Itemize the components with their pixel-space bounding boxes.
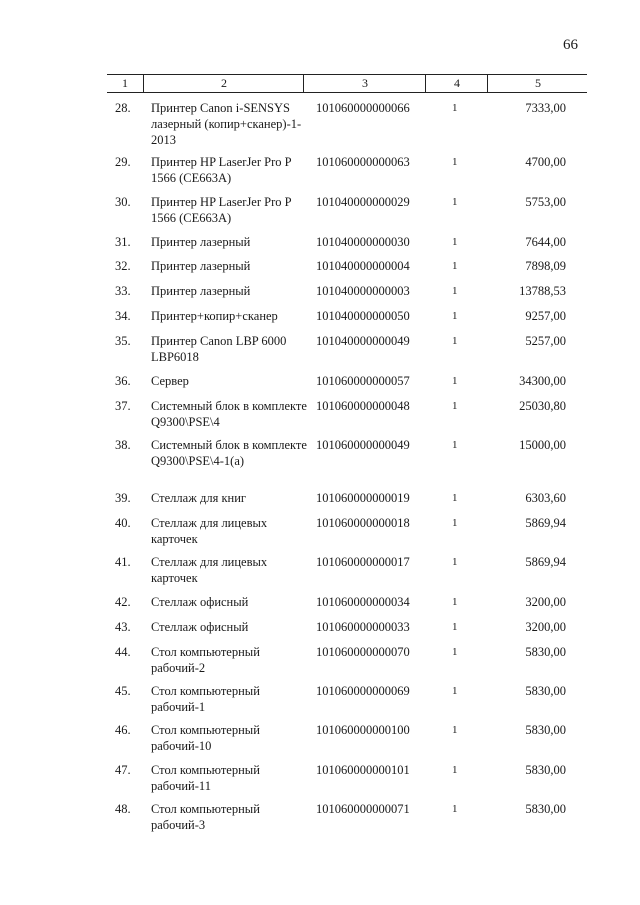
row-number: 37. <box>115 399 131 413</box>
quantity: 1 <box>452 156 458 168</box>
row-number: 32. <box>115 259 131 273</box>
amount: 3200,00 <box>525 620 566 634</box>
item-name: Стол компьютерный рабочий-10 <box>151 723 260 753</box>
item-name: Стол компьютерный рабочий-3 <box>151 802 260 832</box>
item-name: Принтер HP LaserJer Pro P 1566 (CE663A) <box>151 155 292 185</box>
inventory-code: 101060000000019 <box>316 491 410 505</box>
header-col-1: 1 <box>122 76 128 90</box>
amount: 5830,00 <box>525 645 566 659</box>
amount: 5830,00 <box>525 763 566 777</box>
inventory-code: 101060000000049 <box>316 438 410 452</box>
amount: 9257,00 <box>525 309 566 323</box>
amount: 7644,00 <box>525 235 566 249</box>
quantity: 1 <box>452 685 458 697</box>
amount: 5830,00 <box>525 802 566 816</box>
row-number: 29. <box>115 155 131 169</box>
row-number: 28. <box>115 101 131 115</box>
amount: 15000,00 <box>519 438 566 452</box>
quantity: 1 <box>452 621 458 633</box>
header-col-5: 5 <box>487 75 588 92</box>
item-name: Принтер Canon i-SENSYS лазерный (копир+сканер)-1-2013 <box>151 101 302 147</box>
row-number: 33. <box>115 284 131 298</box>
inventory-code: 101040000000003 <box>316 284 410 298</box>
row-number: 30. <box>115 195 131 209</box>
inventory-code: 101060000000017 <box>316 555 410 569</box>
inventory-code: 101040000000050 <box>316 309 410 323</box>
item-name: Стеллаж офисный <box>151 595 249 609</box>
inventory-code: 101040000000030 <box>316 235 410 249</box>
amount: 3200,00 <box>525 595 566 609</box>
row-number: 31. <box>115 235 131 249</box>
row-number: 35. <box>115 334 131 348</box>
quantity: 1 <box>452 556 458 568</box>
amount: 7898,09 <box>525 259 566 273</box>
item-name: Принтер+копир+сканер <box>151 309 278 323</box>
inventory-code: 101060000000063 <box>316 155 410 169</box>
item-name: Стеллаж для лицевых карточек <box>151 516 268 546</box>
quantity: 1 <box>452 375 458 387</box>
quantity: 1 <box>452 400 458 412</box>
row-number: 38. <box>115 438 131 452</box>
inventory-code: 101060000000100 <box>316 723 410 737</box>
row-number: 44. <box>115 645 131 659</box>
amount: 6303,60 <box>525 491 566 505</box>
amount: 25030,80 <box>519 399 566 413</box>
page-number: 66 <box>563 37 578 53</box>
inventory-code: 101060000000018 <box>316 516 410 530</box>
header-col-3: 3 <box>303 75 426 92</box>
header-col-4: 4 <box>425 75 488 92</box>
inventory-code: 101060000000071 <box>316 802 410 816</box>
amount: 5869,94 <box>525 516 566 530</box>
inventory-code: 101060000000033 <box>316 620 410 634</box>
row-number: 43. <box>115 620 131 634</box>
inventory-code: 101040000000049 <box>316 334 410 348</box>
inventory-code: 101060000000048 <box>316 399 410 413</box>
inventory-code: 101040000000029 <box>316 195 410 209</box>
amount: 5257,00 <box>525 334 566 348</box>
item-name: Принтер HP LaserJer Pro P 1566 (CE663A) <box>151 195 292 225</box>
item-name: Стол компьютерный рабочий-1 <box>151 684 260 714</box>
amount: 5830,00 <box>525 684 566 698</box>
inventory-code: 101040000000004 <box>316 259 410 273</box>
amount: 5869,94 <box>525 555 566 569</box>
quantity: 1 <box>452 596 458 608</box>
inventory-code: 101060000000070 <box>316 645 410 659</box>
amount: 5830,00 <box>525 723 566 737</box>
quantity: 1 <box>452 236 458 248</box>
item-name: Принтер лазерный <box>151 235 251 249</box>
row-number: 36. <box>115 374 131 388</box>
item-name: Стол компьютерный рабочий-2 <box>151 645 260 675</box>
quantity: 1 <box>452 646 458 658</box>
quantity: 1 <box>452 102 458 114</box>
quantity: 1 <box>452 260 458 272</box>
amount: 5753,00 <box>525 195 566 209</box>
item-name: Стол компьютерный рабочий-11 <box>151 763 260 793</box>
quantity: 1 <box>452 517 458 529</box>
row-number: 40. <box>115 516 131 530</box>
quantity: 1 <box>452 724 458 736</box>
item-name: Принтер Canon LBP 6000 LBP6018 <box>151 334 287 364</box>
item-name: Системный блок в комплекте Q9300\PSE\4-1(a) <box>151 438 307 468</box>
quantity: 1 <box>452 803 458 815</box>
row-number: 48. <box>115 802 131 816</box>
row-number: 45. <box>115 684 131 698</box>
row-number: 39. <box>115 491 131 505</box>
item-name: Системный блок в комплекте Q9300\PSE\4 <box>151 399 307 429</box>
quantity: 1 <box>452 439 458 451</box>
item-name: Стеллаж офисный <box>151 620 249 634</box>
amount: 4700,00 <box>525 155 566 169</box>
row-number: 41. <box>115 555 131 569</box>
item-name: Сервер <box>151 374 189 388</box>
quantity: 1 <box>452 764 458 776</box>
table-header <box>107 74 587 93</box>
row-number: 46. <box>115 723 131 737</box>
quantity: 1 <box>452 196 458 208</box>
amount: 34300,00 <box>519 374 566 388</box>
item-name: Стеллаж для лицевых карточек <box>151 555 268 585</box>
row-number: 42. <box>115 595 131 609</box>
inventory-code: 101060000000066 <box>316 101 410 115</box>
quantity: 1 <box>452 310 458 322</box>
item-name: Стеллаж для книг <box>151 491 247 505</box>
row-number: 34. <box>115 309 131 323</box>
row-number: 47. <box>115 763 131 777</box>
header-col-2: 2 <box>143 75 304 92</box>
inventory-code: 101060000000101 <box>316 763 410 777</box>
item-name: Принтер лазерный <box>151 259 251 273</box>
quantity: 1 <box>452 335 458 347</box>
item-name: Принтер лазерный <box>151 284 251 298</box>
inventory-code: 101060000000057 <box>316 374 410 388</box>
inventory-code: 101060000000034 <box>316 595 410 609</box>
amount: 7333,00 <box>525 101 566 115</box>
inventory-code: 101060000000069 <box>316 684 410 698</box>
quantity: 1 <box>452 492 458 504</box>
quantity: 1 <box>452 285 458 297</box>
amount: 13788,53 <box>519 284 566 298</box>
